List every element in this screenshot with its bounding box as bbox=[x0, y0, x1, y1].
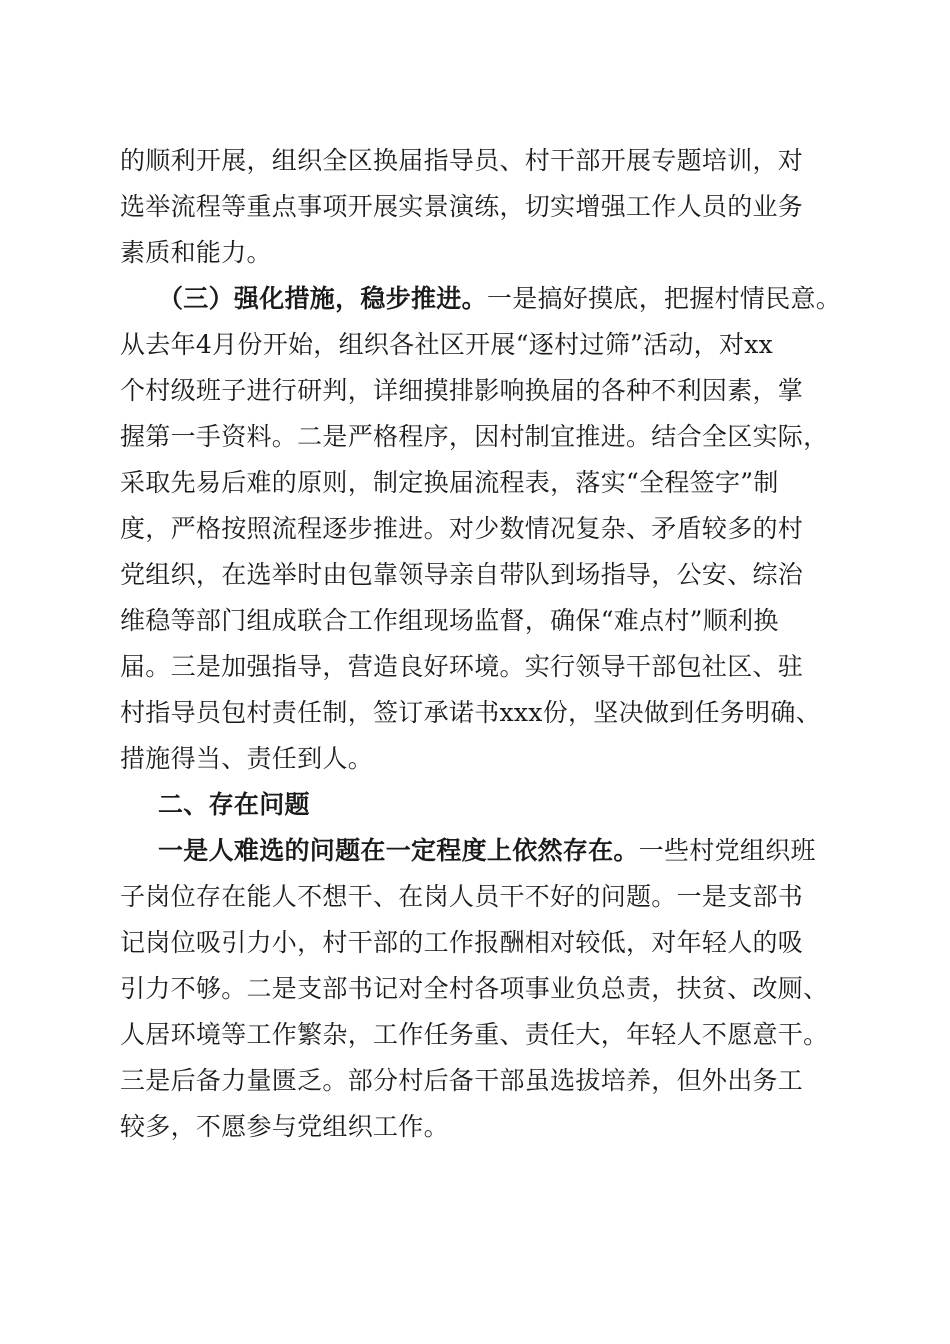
p3-line-6: 三是后备力量匮乏。部分村后备干部虽选拔培养，但外出务工 bbox=[120, 1066, 804, 1095]
p3-line-7: 较多，不愿参与党组织工作。 bbox=[120, 1112, 449, 1141]
p2-line-6: 度，严格按照流程逐步推进。对少数情况复杂、矛盾较多的村 bbox=[120, 514, 804, 543]
p1-line-3: 素质和能力。 bbox=[120, 238, 272, 267]
section-title: 二、存在问题 bbox=[158, 790, 310, 819]
p3-line-4: 引力不够。二是支部书记对全村各项事业负总责，扶贫、改厕、 bbox=[120, 974, 829, 1003]
p3-heading: 一是人难选的问题在一定程度上依然存在。 bbox=[158, 836, 639, 865]
p1-line-2: 选举流程等重点事项开展实景演练，切实增强工作人员的业务 bbox=[120, 192, 804, 221]
p2-line-9: 届。三是加强指导，营造良好环境。实行领导干部包社区、驻 bbox=[120, 652, 804, 681]
p2-line-8: 维稳等部门组成联合工作组现场监督，确保“难点村”顺利换 bbox=[120, 606, 779, 635]
p2-line-5: 采取先易后难的原则，制定换届流程表，落实“全程签字”制 bbox=[120, 468, 779, 497]
p3-line-2: 子岗位存在能人不想干、在岗人员干不好的问题。一是支部书 bbox=[120, 882, 804, 911]
p3-first-line bbox=[158, 831, 840, 871]
p2-line-2: 从去年4月份开始，组织各社区开展“逐村过筛”活动，对xx bbox=[120, 330, 774, 359]
p2-line-3: 个村级班子进行研判，详细摸排影响换届的各种不利因素，掌 bbox=[120, 376, 804, 405]
p2-line-1: 一是搞好摸底，把握村情民意。 bbox=[486, 284, 842, 313]
p3-line-5: 人居环境等工作繁杂，工作任务重、责任大，年轻人不愿意干。 bbox=[120, 1020, 829, 1049]
p3-line-1: 一些村党组织班 bbox=[638, 836, 816, 865]
p2-line-11: 措施得当、责任到人。 bbox=[120, 744, 374, 773]
p1-line-1: 的顺利开展，组织全区换届指导员、村干部开展专题培训，对 bbox=[120, 146, 804, 175]
p3-line-3: 记岗位吸引力小，村干部的工作报酬相对较低，对年轻人的吸 bbox=[120, 928, 804, 957]
p2-heading: （三）强化措施，稳步推进。 bbox=[158, 284, 487, 313]
p2-line-4: 握第一手资料。二是严格程序，因村制宜推进。结合全区实际， bbox=[120, 422, 829, 451]
p2-line-10: 村指导员包村责任制，签订承诺书xxx份，坚决做到任务明确、 bbox=[120, 698, 821, 727]
p2-first-line bbox=[158, 279, 840, 319]
p2-line-7: 党组织，在选举时由包靠领导亲自带队到场指导，公安、综治 bbox=[120, 560, 804, 589]
